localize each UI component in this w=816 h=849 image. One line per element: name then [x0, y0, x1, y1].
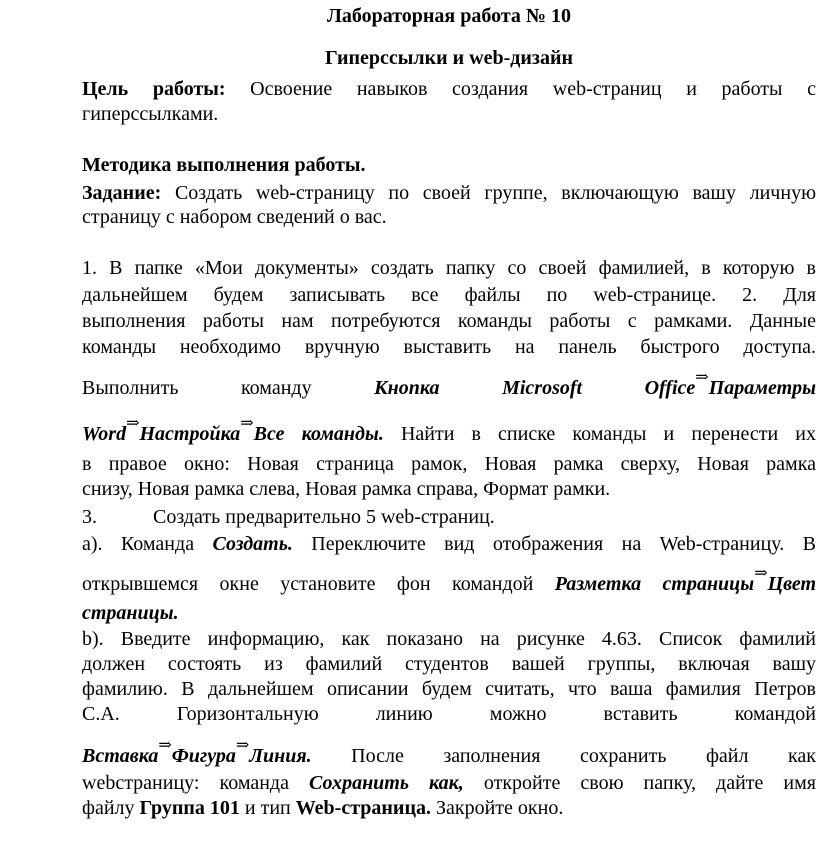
- arrow-icon: ⇒: [240, 415, 254, 432]
- pb-line-7: файлу Группа 101 и тип Web-страница. Закройте окно.: [82, 797, 564, 819]
- goal-line-1: Цель работы: Освоение навыков создания web-страниц и работы с: [82, 78, 816, 100]
- arrow-icon: ⇒: [235, 737, 250, 754]
- p1-line-8: снизу, Новая рамка слева, Новая рамка справа, Формат рамки.: [82, 478, 611, 500]
- arrow-icon: ⇒: [754, 565, 768, 582]
- pb-line-4: С.А. Горизонтальную линию можно вставить командой: [82, 703, 816, 725]
- p1-line-3: выполнения работы нам потребуются команды работы с рамками. Данные: [82, 310, 816, 332]
- p1-line-6: Word⇒Настройка⇒Все команды. Найти в списке команды и перенести их: [82, 415, 816, 445]
- task-line-1: Задание: Создать web-страницу по своей группе, включающую вашу личную: [82, 182, 816, 204]
- pa-line-3: страницы.: [82, 602, 179, 624]
- method-heading: Методика выполнения работы.: [82, 154, 366, 176]
- pb-line-1: b). Введите информацию, как показано на рисунке 4.63. Список фамилий: [82, 628, 816, 650]
- p3-line: 3. Создать предварительно 5 web-страниц.: [82, 506, 495, 528]
- pb-line-6: webстраницу: команда Сохранить как, откройте свою папку, дайте имя: [82, 772, 816, 794]
- p1-line-4: команды необходимо вручную выставить на панель быстрого доступа.: [82, 336, 816, 358]
- page-title: Лабораторная работа № 10: [326, 5, 572, 27]
- p1-line-2: дальнейшем будем записывать все файлы по web-странице. 2. Для: [82, 284, 816, 306]
- p1-line-7: в правое окно: Новая страница рамок, Новая рамка сверху, Новая рамка: [82, 453, 816, 475]
- pb-line-3: фамилию. В дальнейшем описании будем считать, что ваша фамилия Петров: [82, 678, 816, 700]
- page-subtitle: Гиперссылки и web-дизайн: [325, 47, 573, 69]
- arrow-icon: ⇒: [126, 415, 140, 432]
- arrow-icon: ⇒: [158, 737, 172, 754]
- pb-line-5: Вставка⇒Фигура⇒Линия. После заполнения сохранить файл как: [82, 737, 816, 767]
- pa-line-1: а). Команда Создать. Переключите вид отображения на Web-страницу. В: [82, 533, 816, 555]
- p1-line-5: Выполнить команду Кнопка Microsoft Office⇒Параметры: [82, 369, 816, 399]
- pa-line-2: открывшемся окне установите фон командой Разметка страницы⇒Цвет: [82, 565, 816, 595]
- pb-line-2: должен состоять из фамилий студентов вашей группы, включая вашу: [82, 653, 816, 675]
- task-line-2: страницу с набором сведений о вас.: [82, 206, 387, 228]
- arrow-icon: ⇒: [695, 369, 709, 386]
- goal-line-2: гиперссылками.: [82, 103, 219, 125]
- p1-line-1: 1. В папке «Мои документы» создать папку со своей фамилией, в которую в: [82, 257, 816, 279]
